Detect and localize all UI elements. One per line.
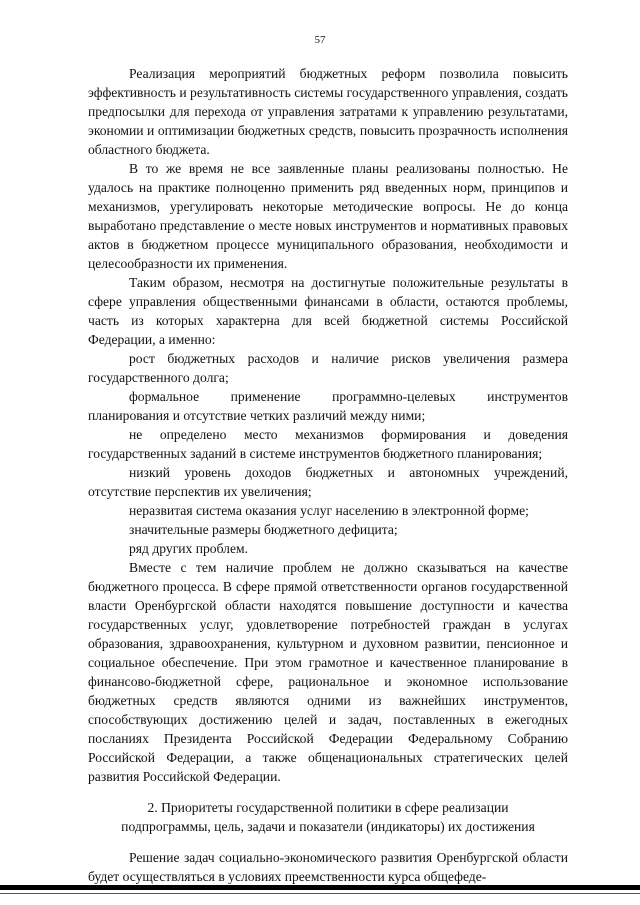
paragraph-budget-reforms: Реализация мероприятий бюджетных реформ позволила повысить эффективность и результативность системы государственного управления, создать предпосылки для перехода от управления затратами к управлению результатами, экономии и оптимизации бюджетных средств, повысить прозрачность исполнения областного бюджета. xyxy=(88,66,568,157)
list-item: низкий уровень доходов бюджетных и автономных учреждений, отсутствие перспектив их увеличения; xyxy=(88,465,568,499)
paragraph-socioeconomic-tasks: Решение задач социально-экономического развития Оренбургской области будет осуществляться в условиях преемственности курса общефеде- xyxy=(88,850,568,884)
paragraph-budget-quality: Вместе с тем наличие проблем не должно сказываться на качестве бюджетного процесса. В сфере прямой ответственности органов государственной власти Оренбургской области находятся повышение доступности и качества государственных услуг, удовлетворение потребностей граждан в услугах образования, здравоохранения, культурном и духовном развитии, пенсионное и социальное обеспечение. При этом грамотное и качественное планирование в финансово-бюджетной сфере, рациональное и экономное использование бюджетных средств являются одними из важнейших инструментов, способствующих достижению целей и задач, поставленных в ежегодных посланиях Президента Российской Федерации Федеральному Собранию Российской Федерации, а также общенациональных стратегических целей развития Российской Федерации. xyxy=(88,560,568,784)
paragraph-unfulfilled-plans: В то же время не все заявленные планы реализованы полностью. Не удалось на практике полноценно применить ряд введенных норм, принципов и механизмов, урегулировать некоторые методические вопросы. Не до конца выработано представление о месте новых инструментов и нормативных правовых актов в бюджетном процессе муниципального образования, необходимости и целесообразности их применения. xyxy=(88,161,568,271)
section-heading xyxy=(88,798,568,836)
section-heading-line-2: подпрограммы, цель, задачи и показатели (индикаторы) их достижения xyxy=(121,819,535,834)
section-heading-line-1: 2. Приоритеты государственной политики в сфере реализации xyxy=(147,800,509,815)
bottom-scan-border xyxy=(0,885,640,890)
list-item: не определено место механизмов формирования и доведения государственных заданий в системе инструментов бюджетного планирования; xyxy=(88,427,568,461)
list-item: рост бюджетных расходов и наличие рисков увеличения размера государственного долга; xyxy=(88,351,568,385)
bottom-scan-border-thin xyxy=(0,893,640,894)
document-body xyxy=(88,64,568,886)
list-item: значительные размеры бюджетного дефицита; xyxy=(129,522,398,537)
problems-list xyxy=(88,349,568,558)
paragraph-remaining-problems: Таким образом, несмотря на достигнутые положительные результаты в сфере управления общественными финансами в области, остаются проблемы, часть из которых характерна для всей бюджетной системы Российской Федерации, а именно: xyxy=(88,275,568,347)
list-item: формальное применение программно-целевых инструментов планирования и отсутствие четких различий между ними; xyxy=(88,389,568,423)
page-number: 57 xyxy=(314,34,326,46)
list-item: неразвитая система оказания услуг населению в электронной форме; xyxy=(129,503,529,518)
list-item: ряд других проблем. xyxy=(129,541,249,556)
